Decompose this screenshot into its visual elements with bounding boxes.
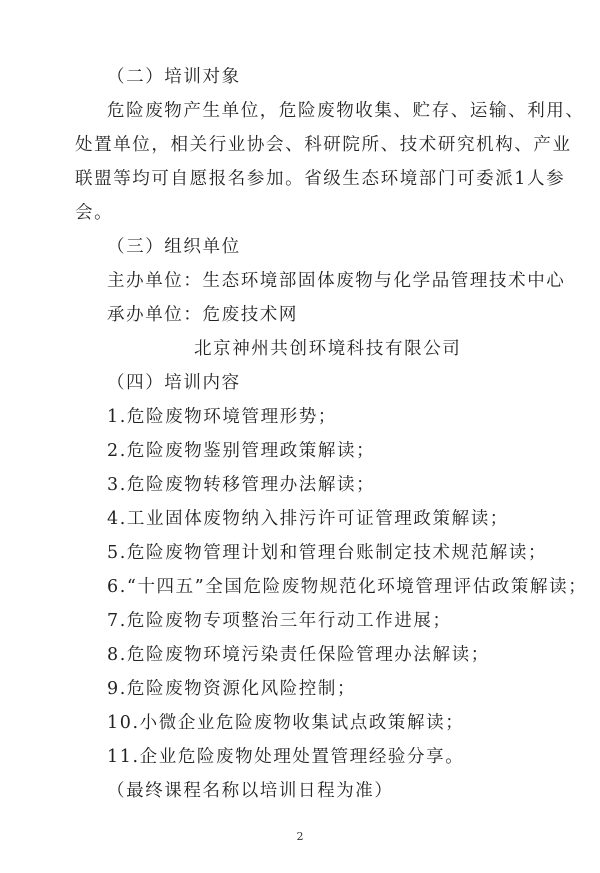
content-item: 2.危险废物鉴别管理政策解读； — [107, 441, 376, 461]
course-note: （最终课程名称以培训日程为准） — [107, 781, 394, 801]
section-2-paragraph-line: 处置单位，相关行业协会、科研院所、技术研究机构、产业 — [75, 135, 572, 155]
section-4-heading: （四）培训内容 — [107, 373, 241, 393]
content-item: 6.“十四五”全国危险废物规范化环境管理评估政策解读； — [107, 577, 588, 597]
section-3-heading: （三）组织单位 — [107, 237, 241, 257]
page-number: 2 — [296, 830, 304, 843]
content-item: 7.危险废物专项整治三年行动工作进展； — [107, 611, 452, 631]
content-item: 11.企业危险废物处理处置管理经验分享。 — [107, 747, 465, 767]
content-item: 8.危险废物环境污染责任保险管理办法解读； — [107, 645, 490, 665]
host-unit-line: 主办单位：生态环境部固体废物与化学品管理技术中心 — [107, 271, 566, 291]
co-host-unit-line-2: 北京神州共创环境科技有限公司 — [194, 339, 462, 359]
content-item: 5.危险废物管理计划和管理台账制定技术规范解读； — [107, 543, 548, 563]
section-2-paragraph-line: 联盟等均可自愿报名参加。省级生态环境部门可委派1人参 — [75, 169, 566, 189]
content-item: 9.危险废物资源化风险控制； — [107, 679, 357, 699]
section-2-heading: （二）培训对象 — [107, 67, 241, 87]
content-item: 1.危险废物环境管理形势； — [107, 407, 337, 427]
section-2-paragraph-line: 危险废物产生单位，危险废物收集、贮存、运输、利用、 — [107, 101, 585, 121]
content-item: 3.危险废物转移管理办法解读； — [107, 475, 376, 495]
co-host-unit-line: 承办单位：危废技术网 — [107, 305, 298, 325]
section-2-paragraph-line: 会。 — [75, 203, 114, 223]
content-item: 10.小微企业危险废物收集试点政策解读； — [107, 713, 465, 733]
content-item: 4.工业固体废物纳入排污许可证管理政策解读； — [107, 509, 509, 529]
